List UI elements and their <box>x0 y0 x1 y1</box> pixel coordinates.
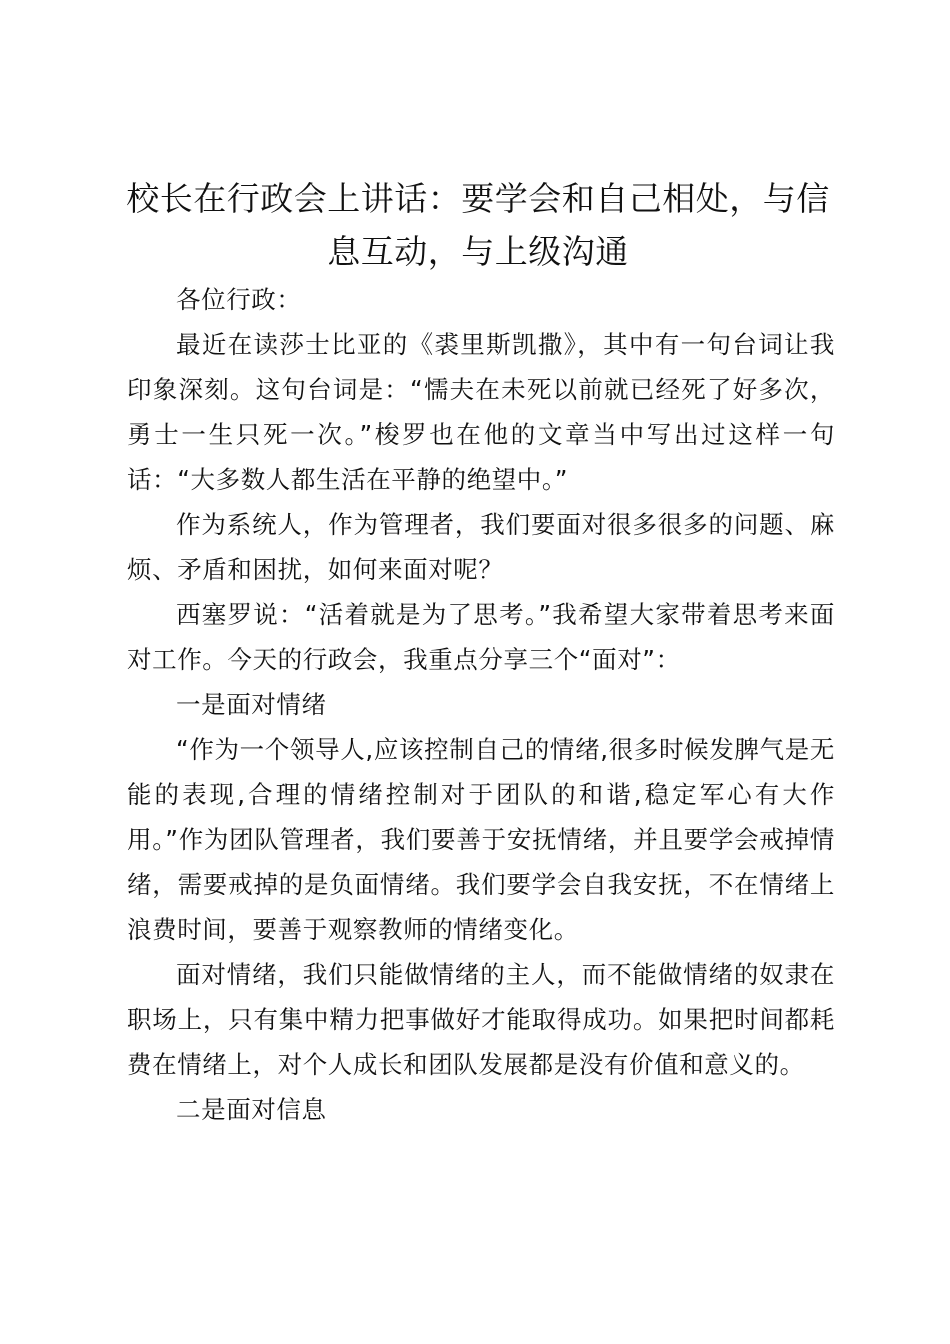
paragraph-question: 作为系统人，作为管理者，我们要面对很多很多的问题、麻烦、矛盾和困扰，如何来面对呢？ <box>127 510 835 584</box>
document-body <box>127 277 835 1132</box>
salutation: 各位行政： <box>176 285 302 314</box>
section-heading-information: 二是面对信息 <box>176 1095 327 1124</box>
paragraph-emotion-master: 面对情绪，我们只能做情绪的主人，而不能做情绪的奴隶在职场上，只有集中精力把事做好才能取得成功。如果把时间都耗费在情绪上，对个人成长和团队发展都是没有价值和意义的。 <box>127 960 835 1079</box>
paragraph-thinking: 西塞罗说：“活着就是为了思考。”我希望大家带着思考来面对工作。今天的行政会，我重点分享三个“面对”： <box>127 600 835 674</box>
paragraph-intro: 最近在读莎士比亚的《裘里斯凯撒》，其中有一句台词让我印象深刻。这句台词是：“懦夫在未死以前就已经死了好多次，勇士一生只死一次。”梭罗也在他的文章当中写出过这样一句话：“大多数人都生活在平静的绝望中。” <box>127 330 835 494</box>
document-title: 校长在行政会上讲话：要学会和自己相处，与信息互动，与上级沟通 <box>126 179 830 271</box>
paragraph-emotion-quote: “作为一个领导人,应该控制自己的情绪,很多时候发脾气是无能的表现,合理的情绪控制对于团队的和谐,稳定军心有大作用。”作为团队管理者，我们要善于安抚情绪，并且要学会戒掉情绪，需要戒掉的是负面情绪。我们要学会自我安抚，不在情绪上浪费时间，要善于观察教师的情绪变化。 <box>127 735 835 944</box>
section-heading-emotion: 一是面对情绪 <box>176 690 327 719</box>
